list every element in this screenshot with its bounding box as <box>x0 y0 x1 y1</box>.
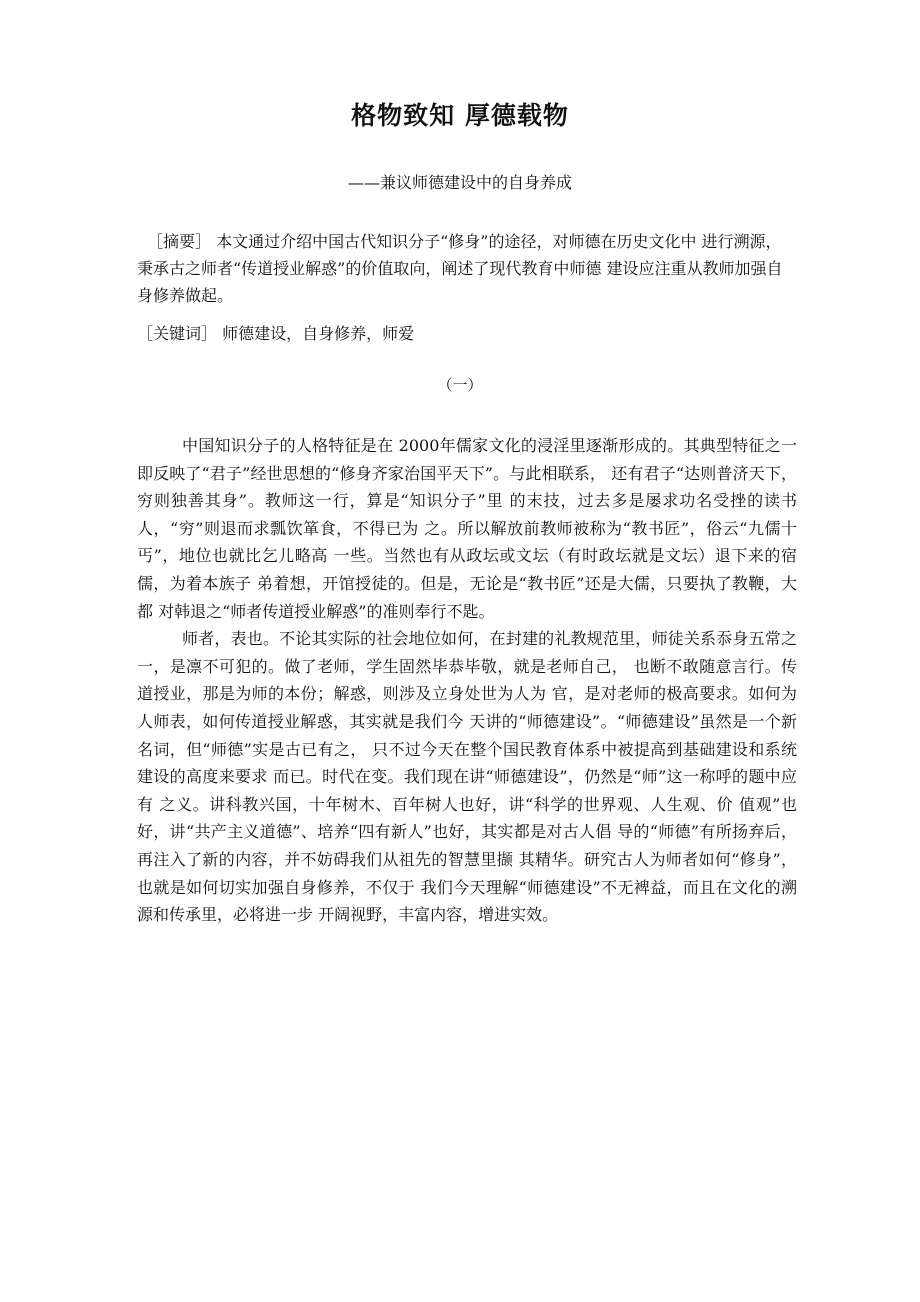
paragraph: 师者，表也。不论其实际的社会地位如何，在封建的礼教规范里，师徒关系忝身五常之一，是凛不可犯的。做了老师，学生固然毕恭毕敬，就是老师自己， 也断不敢随意言行。传道授业，那是为师的本份；解惑，则涉及立身处世为人为 官，是对老师的极高要求。如何为人师表，如何传道授业解惑，其实就是我们今 天讲的“师德建设”。“师德建设”虽然是一个新名词，但“师德”实是古已有之， 只不过今天在整个国民教育体系中被提高到基础建设和系统建设的高度来要求 而已。时代在变。我们现在讲“师德建设”，仍然是“师”这一称呼的题中应有 之义。讲科教兴国，十年树木、百年树人也好，讲“科学的世界观、人生观、价 值观”也好，讲“共产主义道德”、培养“四有新人”也好，其实都是对古人倡 导的“师德”有所扬弃后，再注入了新的内容，并不妨碍我们从祖先的智慧里撷 其精华。研究古人为师者如何“修身”，也就是如何切实加强自身修养，不仅于 我们今天理解“师德建设”不无裨益，而且在文化的溯源和传承里，必将进一步 开阔视野，丰富内容，增进实效。 <box>137 629 797 925</box>
document-title: 格物致知 厚德载物 <box>351 101 569 130</box>
body-text <box>137 432 797 929</box>
abstract-text: 本文通过介绍中国古代知识分子“修身”的途径，对师德在历史文化中 进行溯源，秉承古之师者“传道授业解惑”的价值取向，阐述了现代教育中师德 建设应注重从教师加强自身修养做起。 <box>137 232 783 305</box>
keywords-label: ［关键词］ <box>137 324 218 343</box>
abstract-label: ［摘要］ <box>147 232 212 251</box>
section-heading: （一） <box>437 376 483 394</box>
keywords-block <box>137 320 785 347</box>
keywords-text: 师德建设，自身修养，师爱 <box>217 324 415 343</box>
paragraph: 中国知识分子的人格特征是在 2000年儒家文化的浸淫里逐渐形成的。其典型特征之一即反映了“君子”经世思想的“修身齐家治国平天下”。与此相联系， 还有君子“达则普济天下，穷则独善其身”。教师这一行，算是“知识分子”里 的末技，过去多是屡求功名受挫的读书人，“穷”则退而求瓢饮箪食，不得已为 之。所以解放前教师被称为“教书匠”，俗云“九儒十丐”，地位也就比乞儿略高 一些。当然也有从政坛或文坛（有时政坛就是文坛）退下来的宿儒，为着本族子 弟着想，开馆授徒的。但是，无论是“教书匠”还是大儒，只要执了教鞭，大都 对韩退之“师者传道授业解惑”的准则奉行不匙。 <box>137 436 797 621</box>
abstract-block <box>137 228 785 309</box>
document-subtitle: ——兼议师德建设中的自身养成 <box>347 173 572 192</box>
